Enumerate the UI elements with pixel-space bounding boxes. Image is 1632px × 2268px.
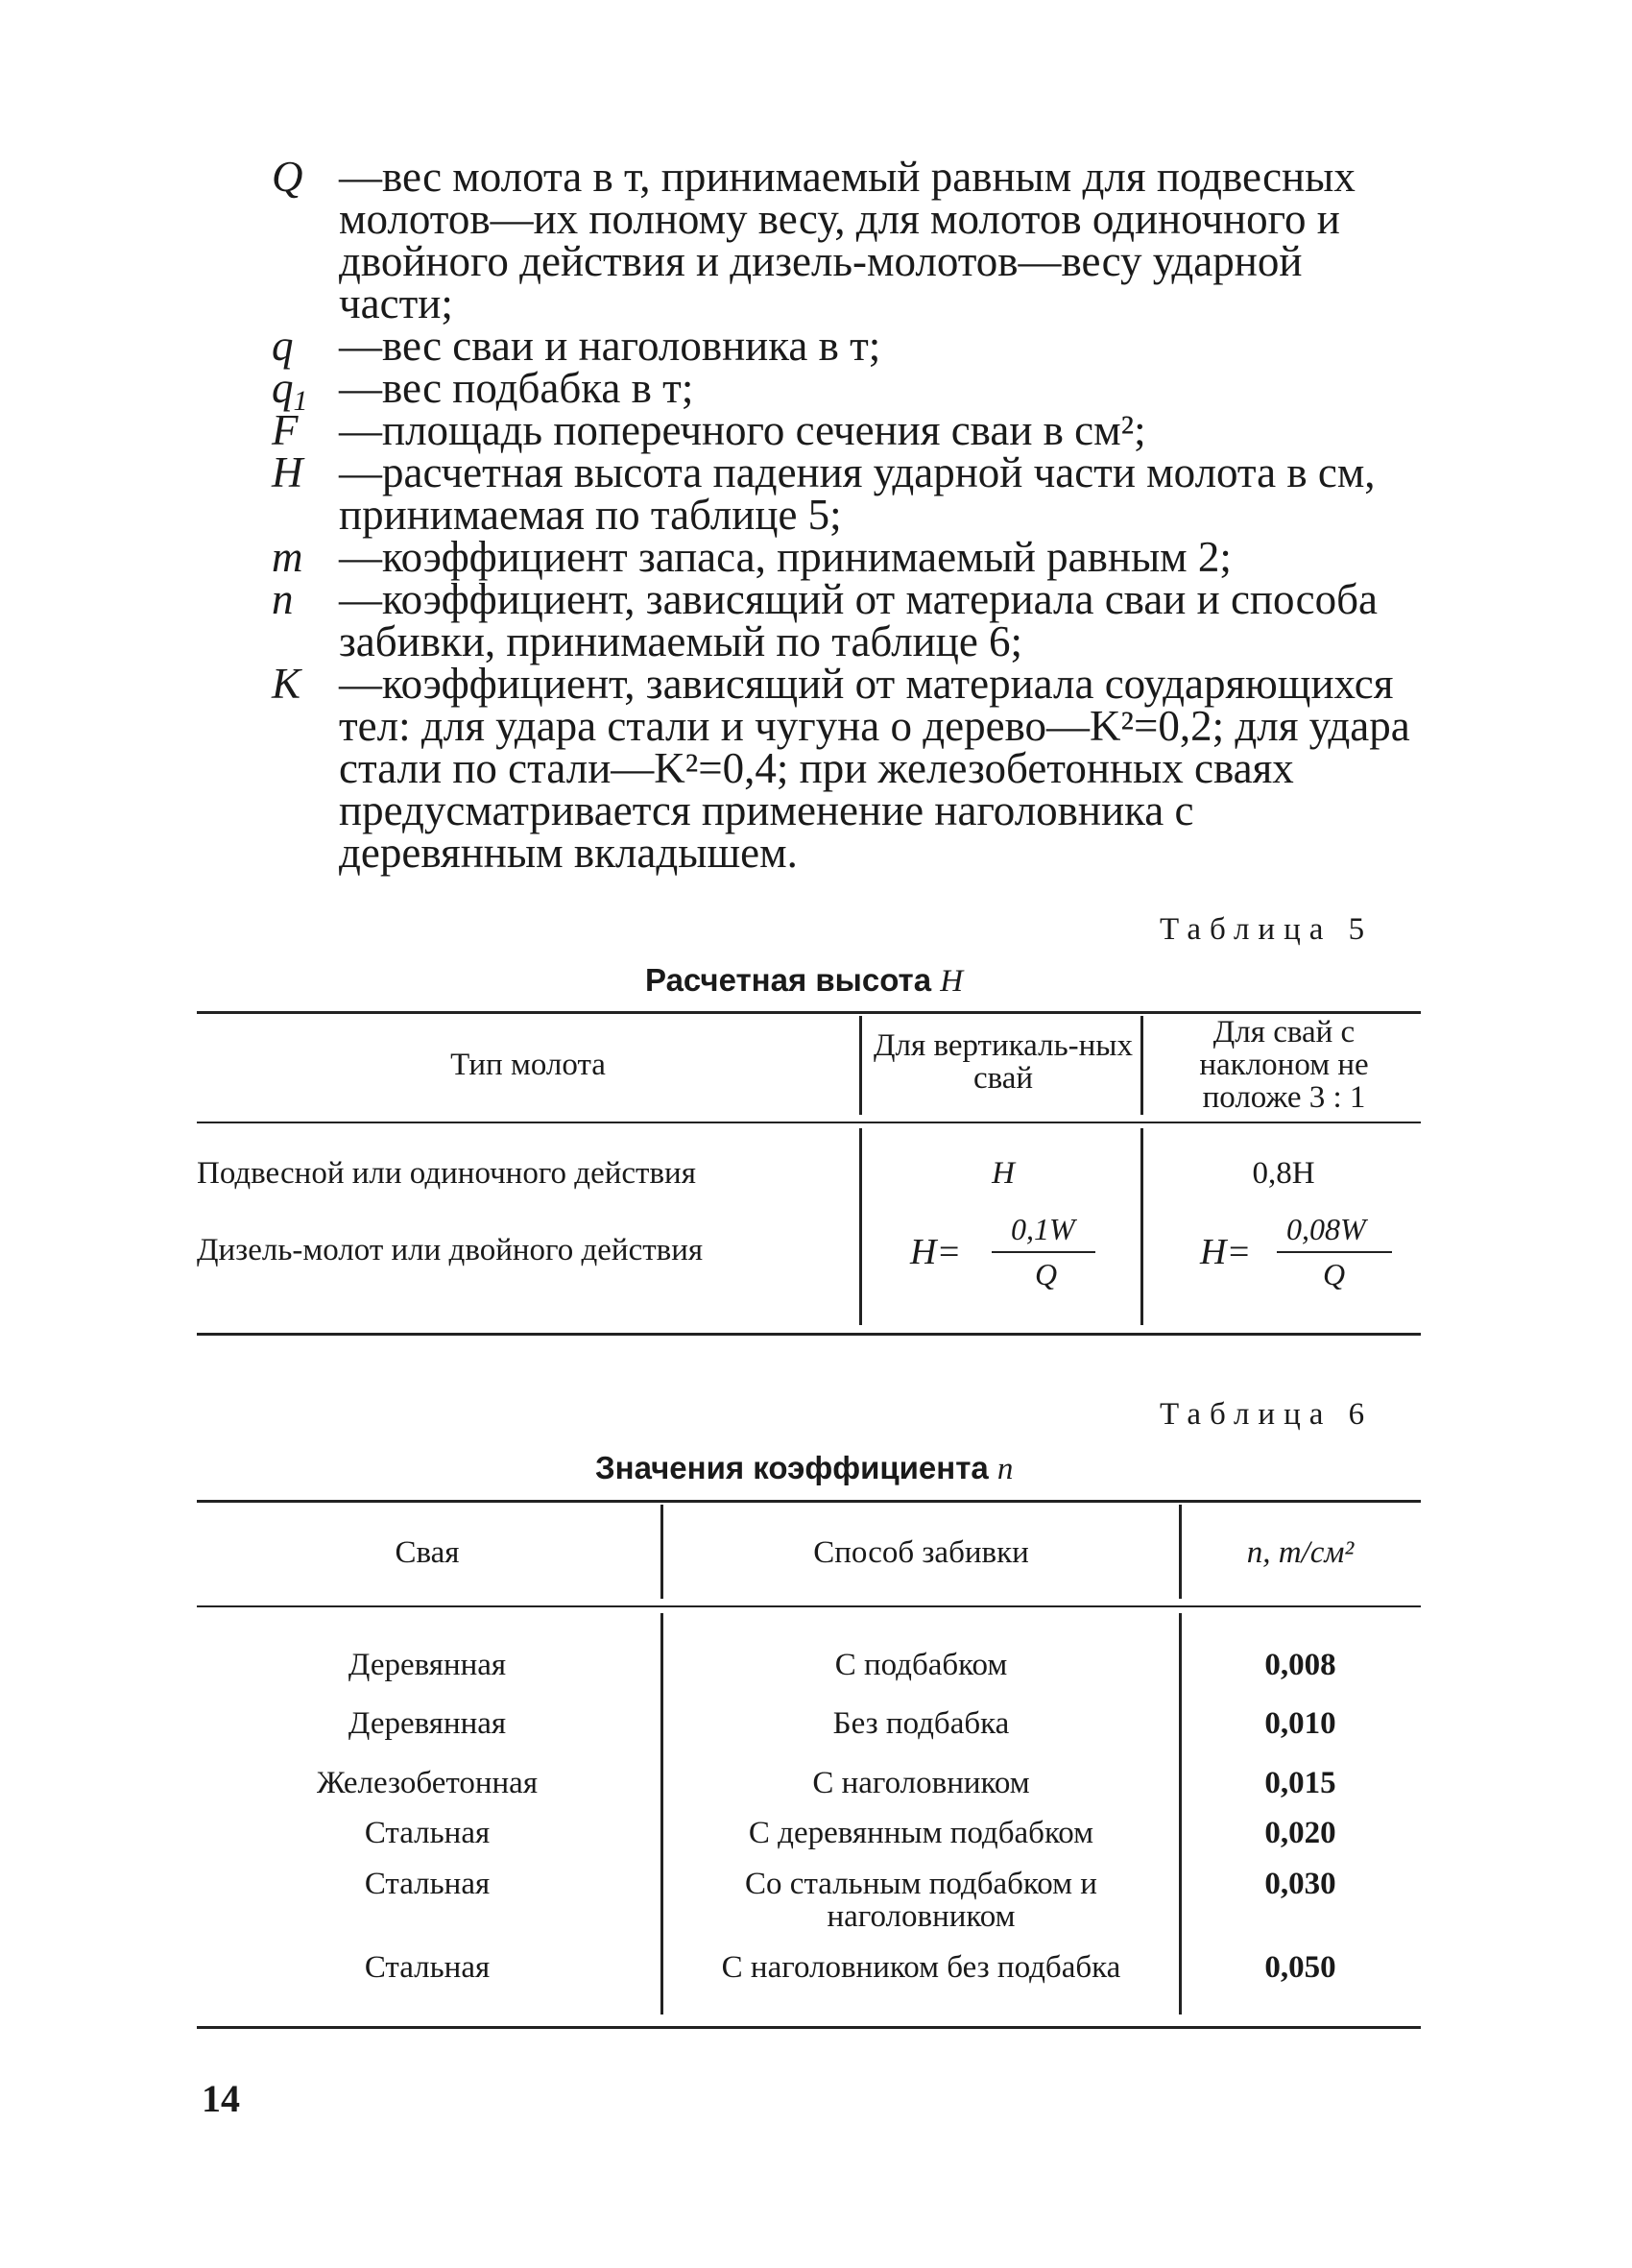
definition-text: —вес молота в т, принимаемый равным для подвесных молотов—их полному весу, для молотов одиночного и двойного действия и дизель-молотов—весу ударной части; bbox=[339, 153, 1356, 327]
definition-item bbox=[272, 153, 1424, 327]
definition-item bbox=[272, 364, 1424, 417]
table5-formula-inclined bbox=[1200, 1212, 1392, 1298]
definition-item bbox=[272, 533, 1424, 581]
table5-title-symbol: H bbox=[940, 964, 964, 999]
definition-item bbox=[272, 575, 1424, 665]
definition-item bbox=[272, 660, 1424, 877]
formula-denominator: Q bbox=[1035, 1257, 1058, 1291]
table6-title bbox=[595, 1450, 1013, 1487]
table6-row-method: С наголовником bbox=[812, 1766, 1030, 1800]
table5-header-type: Тип молота bbox=[450, 1048, 606, 1082]
table6-header-method: Способ забивки bbox=[813, 1535, 1029, 1570]
table6-divider bbox=[660, 1613, 663, 2015]
table5-divider bbox=[859, 1016, 862, 1115]
definition-text: —площадь поперечного сечения сваи в см²; bbox=[339, 406, 1146, 454]
formula-lhs: H= bbox=[910, 1232, 962, 1272]
table6-caption: Таблица 6 bbox=[1160, 1397, 1374, 1432]
table6-row-pile: Деревянная bbox=[348, 1706, 507, 1741]
page-number: 14 bbox=[202, 2077, 240, 2120]
formula-lhs: H= bbox=[1200, 1232, 1252, 1272]
table5-divider bbox=[1140, 1016, 1143, 1115]
table6-row-pile: Деревянная bbox=[348, 1648, 507, 1682]
table6-title-symbol: n bbox=[996, 1452, 1014, 1486]
table5-title-text: Расчетная высота bbox=[645, 962, 932, 998]
table5-bottom-rule bbox=[197, 1333, 1421, 1336]
table5-row-vertical: H bbox=[992, 1156, 1015, 1191]
definition-symbol: q bbox=[272, 322, 294, 370]
table6-row-method: С подбабком bbox=[834, 1648, 1008, 1682]
table6-row-method: С наголовником без подбабка bbox=[721, 1950, 1121, 1985]
definition-symbol-subscript: 1 bbox=[293, 385, 308, 417]
table5-divider bbox=[859, 1128, 862, 1325]
formula-numerator: 0,08W bbox=[1286, 1212, 1366, 1246]
table6-bottom-rule bbox=[197, 2026, 1421, 2029]
table6-row-pile: Стальная bbox=[364, 1867, 491, 1901]
definition-text: —коэффициент запаса, принимаемый равным 2; bbox=[339, 533, 1232, 581]
table6-row-pile: Стальная bbox=[364, 1950, 491, 1985]
table6-header-rule bbox=[197, 1605, 1421, 1607]
table6-header-pile: Свая bbox=[395, 1535, 460, 1570]
definition-symbol: m bbox=[272, 533, 303, 581]
table6-row-n: 0,008 bbox=[1264, 1648, 1336, 1682]
table6-row-n: 0,030 bbox=[1264, 1867, 1336, 1901]
definition-item bbox=[272, 322, 1424, 370]
table5-formula-vertical bbox=[910, 1212, 1102, 1298]
definition-text: —коэффициент, зависящий от материала сваи и способа забивки, принимаемый по таблице 6; bbox=[339, 575, 1378, 665]
table6-row-method: Со стальным подбабком и наголовником bbox=[745, 1867, 1097, 1934]
table5-row-type: Дизель-молот или двойного действия bbox=[197, 1233, 704, 1267]
table5-caption: Таблица 5 bbox=[1160, 912, 1374, 947]
definition-text: —расчетная высота падения ударной части молота в см, принимаемая по таблице 5; bbox=[339, 448, 1376, 539]
table6-row-method: Без подбабка bbox=[832, 1706, 1010, 1741]
table5-top-rule bbox=[197, 1011, 1421, 1014]
table6-header-n: n, т/см² bbox=[1246, 1535, 1355, 1570]
table6-row-n: 0,020 bbox=[1264, 1816, 1336, 1850]
table5-header-inclined: Для свай с наклоном не положе 3 : 1 bbox=[1199, 1015, 1369, 1115]
table6-title-text: Значения коэффициента bbox=[595, 1450, 989, 1485]
table6-row-n: 0,050 bbox=[1264, 1950, 1336, 1985]
table5-header-vertical: Для вертикаль-ных свай bbox=[874, 1028, 1133, 1096]
definition-symbol: Q bbox=[272, 153, 303, 201]
definition-item bbox=[272, 448, 1424, 539]
formula-fraction-bar bbox=[992, 1251, 1095, 1253]
definition-item bbox=[272, 406, 1424, 454]
table6-row-pile: Стальная bbox=[364, 1816, 491, 1850]
definition-symbol: H bbox=[272, 448, 303, 496]
table6-row-method: С деревянным подбабком bbox=[748, 1816, 1094, 1850]
formula-numerator: 0,1W bbox=[1011, 1212, 1075, 1246]
table6-divider bbox=[1179, 1613, 1182, 2015]
definition-text: —вес сваи и наголовника в т; bbox=[339, 322, 881, 370]
definition-text: —коэффициент, зависящий от материала соударяющихся тел: для удара стали и чугуна о дерево—K²=0,2; для удара стали по стали—K²=0,4; при железобетонных сваях предусматривается применение наголовника с деревянным вкладышем. bbox=[339, 660, 1410, 877]
table6-row-n: 0,010 bbox=[1264, 1706, 1336, 1741]
definition-symbol: n bbox=[272, 575, 294, 623]
definition-symbol: K bbox=[272, 660, 301, 708]
definition-symbol-base: q bbox=[272, 364, 294, 412]
definition-symbol: F bbox=[272, 406, 299, 454]
table5-title bbox=[645, 962, 963, 1000]
table6-top-rule bbox=[197, 1500, 1421, 1503]
table6-row-pile: Железобетонная bbox=[316, 1766, 539, 1800]
definitions-list bbox=[272, 153, 1424, 877]
table5-header-rule bbox=[197, 1122, 1421, 1123]
table6-row-n: 0,015 bbox=[1264, 1766, 1336, 1800]
table6-divider bbox=[660, 1505, 663, 1599]
table5-row-inclined: 0,8H bbox=[1252, 1156, 1315, 1191]
formula-denominator: Q bbox=[1323, 1257, 1346, 1291]
table6-divider bbox=[1179, 1505, 1182, 1599]
definition-text: —вес подбабка в т; bbox=[339, 364, 694, 412]
formula-fraction-bar bbox=[1277, 1251, 1392, 1253]
table5-row-type: Подвесной или одиночного действия bbox=[197, 1156, 696, 1191]
